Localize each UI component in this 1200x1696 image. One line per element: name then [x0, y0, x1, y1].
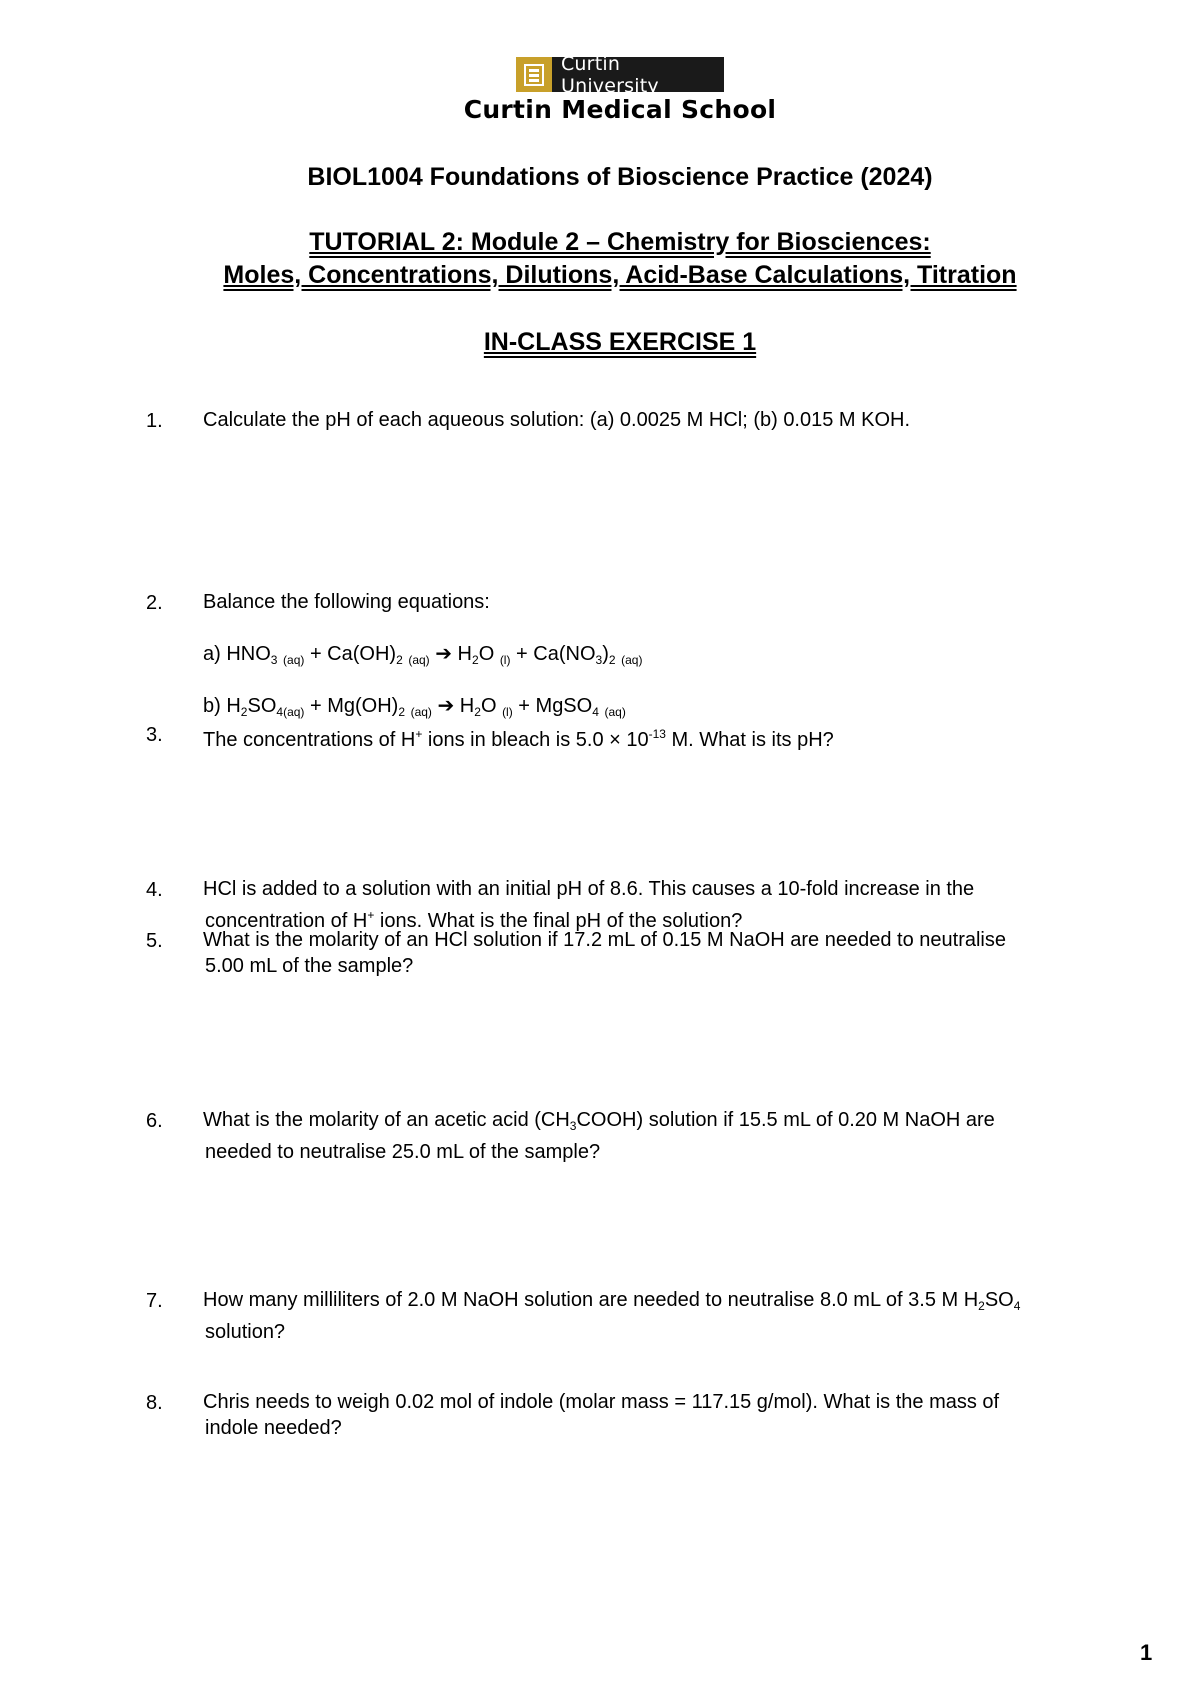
question-7-text: How many milliliters of 2.0 M NaOH solution are needed to neutralise 8.0 mL of 3.5 M $H_2SO_4$ solution?: [203, 1289, 1021, 1343]
question-3-text: The concentrations of H+ ions in bleach is $5.0 \times 10^{-13}$ M. What is its pH?: [203, 727, 834, 751]
question-8-number: 8.: [146, 1392, 163, 1414]
question-2-text: Balance the following equations:: [203, 591, 490, 613]
school-name: Curtin Medical School: [463, 95, 777, 124]
tutorial-title-line1: TUTORIAL 2: Module 2 – Chemistry for Biosciences:: [309, 228, 931, 256]
tutorial-title-line2: Moles, Concentrations, Dilutions, Acid-Base Calculations, Titration: [223, 261, 1017, 289]
curtin-university-logo: [516, 52, 724, 97]
question-8-text: Chris needs to weigh 0.02 mol of indole (molar mass = 117.15 g/mol). What is the mass of indole needed?: [203, 1391, 1000, 1439]
reaction-arrow-icon: ➔: [437, 695, 455, 717]
question-3-number: 3.: [146, 724, 163, 746]
question-6-text: What is the molarity of an acetic acid $(CH_3COOH)$ solution if 15.5 mL of 0.20 M NaOH are needed to neutralise 25.0 mL of the sample?: [203, 1109, 995, 1163]
question-1-text: Calculate the pH of each aqueous solution: (a) 0.0025 M HCl; (b) 0.015 M KOH.: [203, 409, 911, 431]
equation-b: b) $H_2SO_{4(aq)} + Mg(OH)_2$ $_{(aq)}$ ➔ $H_2O$ $_{(l)}$ + MgSO$_4$ $_{(aq)}$: [203, 695, 626, 719]
question-2-number: 2.: [146, 592, 163, 614]
equation-a: a) $HNO_3$ $_{(aq)} + Ca(OH)_2$ $_{(aq)}$ ➔ $H_2O$ $_{(l)} + Ca(NO_3)_2$ $_{(aq)}$: [203, 643, 643, 667]
question-1-number: 1.: [146, 410, 163, 432]
question-6-number: 6.: [146, 1110, 163, 1132]
course-title: BIOL1004 Foundations of Bioscience Practice (2024): [307, 163, 933, 191]
reaction-arrow-icon: ➔: [435, 643, 452, 665]
question-7-number: 7.: [146, 1290, 163, 1312]
question-4-number: 4.: [146, 879, 163, 901]
question-5-number: 5.: [146, 930, 163, 952]
question-5-text: What is the molarity of an HCl solution if 17.2 mL of 0.15 M NaOH are needed to neutralise 5.00 mL of the sample?: [203, 929, 1006, 977]
page-number: 1: [1140, 1640, 1153, 1665]
exercise-heading: IN-CLASS EXERCISE 1: [483, 328, 757, 356]
question-4-text: HCl is added to a solution with an initial pH of 8.6. This causes a 10-fold increase in the concentration of H+ ions. What is the final pH of the solution?: [203, 878, 975, 932]
logo-text: Curtin University: [560, 52, 659, 97]
crest-icon: [516, 57, 552, 92]
